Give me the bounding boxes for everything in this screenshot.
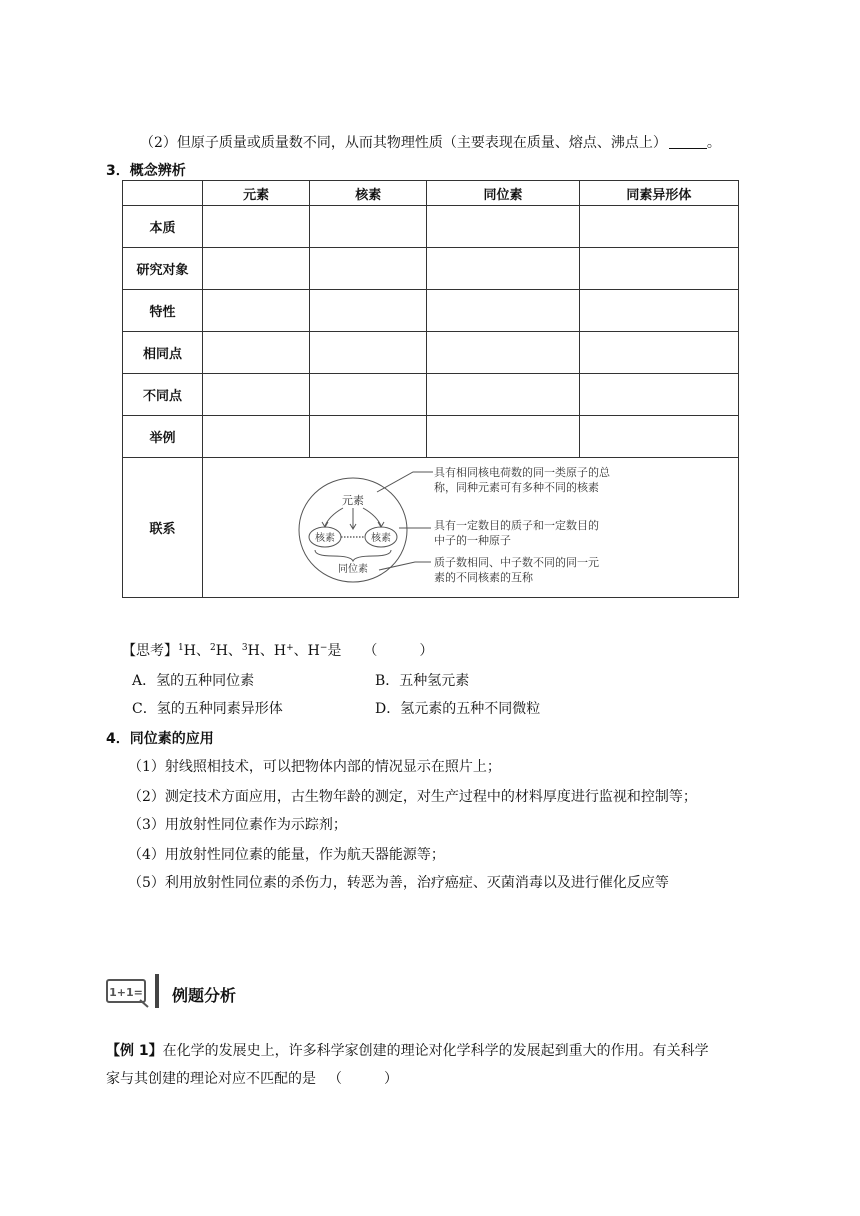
table-header-cell: 同位素 xyxy=(427,181,579,206)
table-header-cell: 元素 xyxy=(203,181,310,206)
option-c: C．氢的五种同素异形体 xyxy=(132,701,283,717)
row-label: 联系 xyxy=(123,458,203,598)
answer-parentheses: （ ） xyxy=(328,1071,398,1087)
calculation-icon xyxy=(104,970,164,1016)
think-tail: 是 xyxy=(327,643,342,659)
table-cell xyxy=(427,332,579,374)
leader-3 xyxy=(379,562,431,570)
table-cell xyxy=(203,374,310,416)
isotope-brace xyxy=(315,550,391,561)
think-species: H、 xyxy=(183,643,210,659)
answer-parentheses: （ ） xyxy=(363,643,434,659)
note-3-line-1: 质子数相同、中子数不同的同一元 xyxy=(434,556,599,569)
note-3-line-2: 素的不同核素的互称 xyxy=(434,571,533,584)
think-label: 【思考】 xyxy=(122,643,178,659)
row-label: 相同点 xyxy=(123,332,203,374)
table-cell xyxy=(203,416,310,458)
charge: + xyxy=(286,643,294,653)
application-item: （1）射线照相技术，可以把物体内部的情况显示在照片上； xyxy=(128,759,501,775)
example-1-text: 家与其创建的理论对应不匹配的是 xyxy=(106,1071,316,1087)
arrow-right-head xyxy=(378,522,384,527)
table-header-cell xyxy=(123,181,203,206)
note-1-line-1: 具有相同核电荷数的同一类原子的总 xyxy=(434,466,610,479)
application-item: （5）利用放射性同位素的杀伤力，转恶为善，治疗癌症、灭菌消毒以及进行催化反应等 xyxy=(128,875,669,891)
option-d: D．氢元素的五种不同微粒 xyxy=(375,701,541,717)
example-1-text: 在化学的发展史上，许多科学家创建的理论对化学科学的发展起到重大的作用。有关科学 xyxy=(162,1043,709,1059)
section-3-number: 3． xyxy=(106,163,130,179)
relation-diagram-cell xyxy=(203,458,739,598)
option-a: A．氢的五种同位素 xyxy=(132,673,255,689)
example-section-title: 例题分析 xyxy=(172,986,237,1005)
row-label: 特性 xyxy=(123,290,203,332)
table-row xyxy=(123,290,739,332)
option-b: B．五种氢元素 xyxy=(375,673,470,689)
example-1-label: 【例 1】 xyxy=(106,1043,163,1059)
table-cell xyxy=(427,416,579,458)
table-cell xyxy=(427,290,579,332)
section-3-title: 概念辨析 xyxy=(129,163,186,179)
mass-number: 2 xyxy=(209,643,216,653)
think-species: H、H xyxy=(247,643,287,659)
table-row xyxy=(123,332,739,374)
think-species: 、H xyxy=(293,643,320,659)
diagram-bottom-label: 同位素 xyxy=(338,564,368,575)
mass-number: 1 xyxy=(178,643,184,653)
section-4-heading xyxy=(106,729,214,749)
table-header-row xyxy=(123,181,739,206)
answer-blank xyxy=(669,134,707,149)
table-cell xyxy=(203,248,310,290)
row-label: 研究对象 xyxy=(123,248,203,290)
table-cell xyxy=(310,374,427,416)
section-3-heading xyxy=(106,161,186,181)
table-cell xyxy=(427,248,579,290)
arrow-left-head xyxy=(322,522,328,527)
think-species: H、 xyxy=(215,643,242,659)
table-row xyxy=(123,374,739,416)
relation-diagram xyxy=(203,458,738,597)
table-cell xyxy=(310,248,427,290)
table-cell xyxy=(579,374,738,416)
table-cell xyxy=(427,206,579,248)
note-2-line-2: 中子的一种原子 xyxy=(434,534,511,547)
table-header-cell: 同素异形体 xyxy=(579,181,738,206)
application-item: （2）测定技术方面应用，古生物年龄的测定，对生产过程中的材料厚度进行监视和控制等； xyxy=(128,789,697,805)
think-question xyxy=(122,641,433,661)
table-cell xyxy=(579,332,738,374)
table-header-cell: 核素 xyxy=(310,181,427,206)
table-cell xyxy=(310,416,427,458)
table-cell xyxy=(579,206,738,248)
diagram-center-top: 元素 xyxy=(342,494,364,507)
table-cell xyxy=(579,416,738,458)
leader-1 xyxy=(377,472,433,492)
application-item: （4）用放射性同位素的能量，作为航天器能源等； xyxy=(128,847,445,863)
intro-text: （2）但原子质量或质量数不同，从而其物理性质（主要表现在质量、熔点、沸点上） xyxy=(140,135,667,151)
application-item: （3）用放射性同位素作为示踪剂； xyxy=(128,817,347,833)
intro-line xyxy=(140,133,721,153)
svg-text:1+1=: 1+1= xyxy=(109,986,143,999)
table-row xyxy=(123,458,739,598)
section-4-title: 同位素的应用 xyxy=(129,731,214,747)
example-1-line-2 xyxy=(106,1069,398,1089)
row-label: 举例 xyxy=(123,416,203,458)
note-2-line-1: 具有一定数目的质子和一定数目的 xyxy=(434,519,599,532)
row-label: 不同点 xyxy=(123,374,203,416)
table-cell xyxy=(310,332,427,374)
table-cell xyxy=(203,206,310,248)
row-label: 本质 xyxy=(123,206,203,248)
intro-end: 。 xyxy=(706,135,721,151)
table-cell xyxy=(310,290,427,332)
diagram-left-node: 核素 xyxy=(315,533,335,544)
table-row xyxy=(123,206,739,248)
note-1-line-2: 称，同种元素可有多种不同的核素 xyxy=(434,481,599,494)
charge: − xyxy=(319,643,328,653)
table-cell xyxy=(427,374,579,416)
table-cell xyxy=(203,332,310,374)
table-row xyxy=(123,248,739,290)
table-cell xyxy=(203,290,310,332)
table-cell xyxy=(579,248,738,290)
diagram-right-node: 核素 xyxy=(371,533,391,544)
table-cell xyxy=(579,290,738,332)
concept-table xyxy=(122,180,739,598)
section-4-number: 4． xyxy=(106,731,130,747)
mass-number: 3 xyxy=(241,643,248,653)
example-1-line-1 xyxy=(106,1041,709,1061)
table-row xyxy=(123,416,739,458)
table-cell xyxy=(310,206,427,248)
